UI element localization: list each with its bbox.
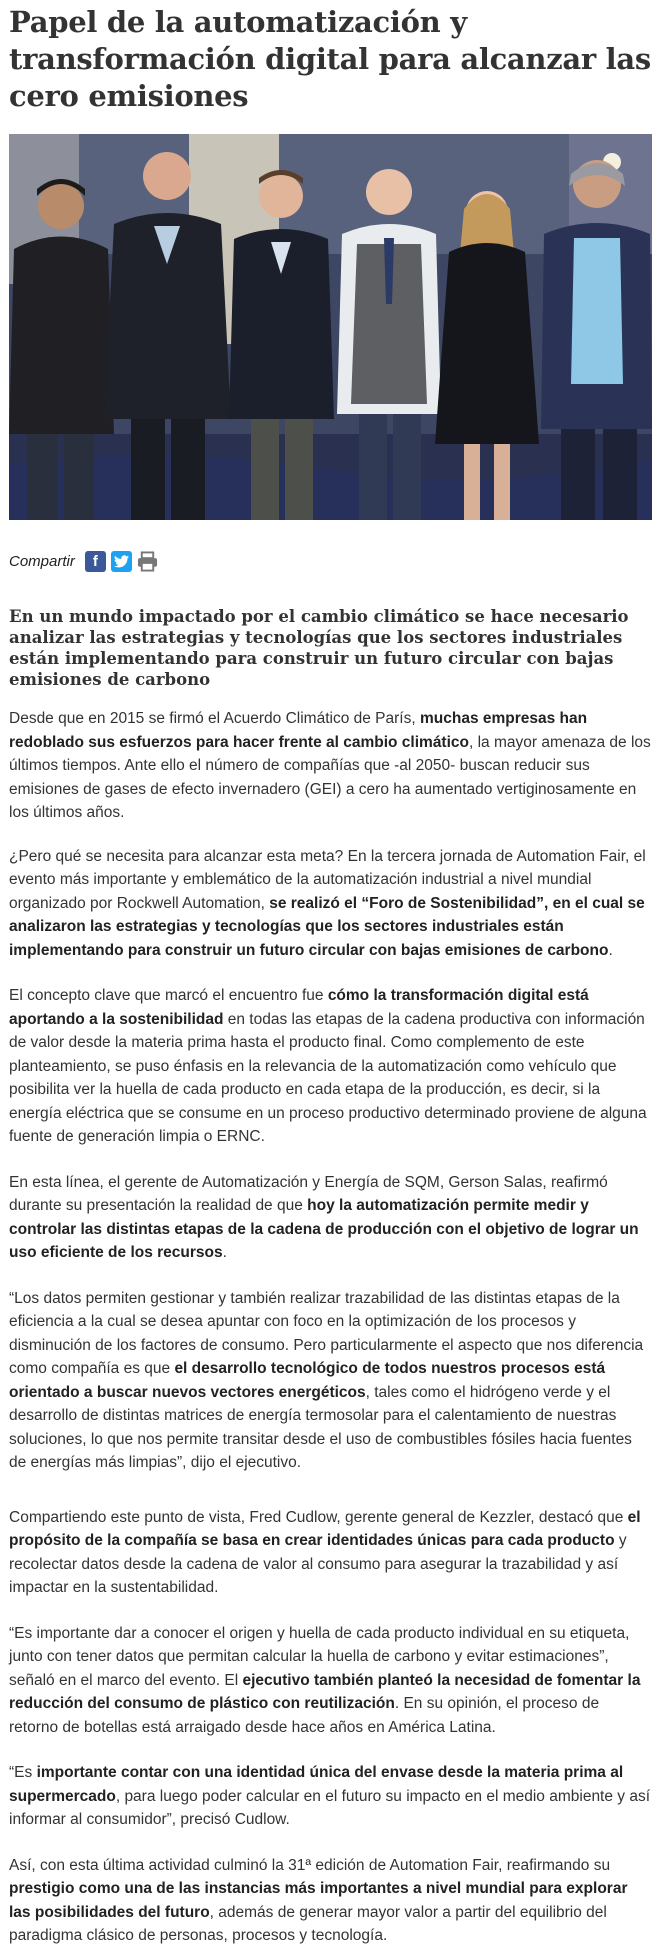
bold-text: se realizó el “Foro de Sostenibilidad”, en el cual se analizaron las estrategias y tecnologías que los sectores industriales están implementando para construir un futuro circular con bajas emisiones de carbono xyxy=(9,894,645,959)
article-paragraph xyxy=(9,1622,652,1740)
text: Así, con esta última actividad culminó la 31ª edición de Automation Fair, reafirmando su xyxy=(9,1856,611,1874)
twitter-icon[interactable] xyxy=(111,551,132,572)
text: , la mayor amenaza de los últimos tiempos. Ante ello el número de compañías que -al 2050- buscan reducir sus emisiones de gases de efecto invernadero (GEI) a cero ha aumentado vertiginosamente en los últimos años. xyxy=(9,733,651,821)
text: . xyxy=(608,941,613,959)
bold-text: el desarrollo tecnológico de todos nuestros procesos está orientado a buscar nuevos vectores energéticos xyxy=(9,1360,606,1401)
text: , además de generar mayor valor a partir del equilibrio del paradigma clásico de personas, procesos y tecnología. xyxy=(9,1903,607,1944)
facebook-icon[interactable]: f xyxy=(85,551,106,572)
text: en todas las etapas de la cadena productiva con información de valor desde la materia prima hasta el producto final. Como complemento de este planteamiento, se puso énfasis en la relevancia de la automatización como vehículo que posibilita ver la huella de cada producto en cada etapa de la producción, es decir, si la energía eléctrica que se consume en un proceso productivo determinado proviene de alguna fuente de generación limpia o ERNC. xyxy=(9,1010,647,1145)
text: “Los datos permiten gestionar y también realizar trazabilidad de las distintas etapas de la eficiencia a la cual se desea apuntar con foco en la optimización de los procesos y disminución de los factores de consumo. Pero particularmente el aspecto que nos diferencia como compañía es que xyxy=(9,1289,644,1377)
text: El concepto clave que marcó el encuentro fue xyxy=(9,987,328,1004)
article-photo xyxy=(9,134,652,520)
bold-text: cómo la transformación digital está aportando a la sostenibilidad xyxy=(9,987,589,1028)
text: . xyxy=(222,1244,227,1261)
text: . En su opinión, el proceso de retorno de botellas está arraigado desde hace años en América Latina. xyxy=(9,1695,600,1736)
bold-text: muchas empresas han redoblado sus esfuerzos para hacer frente al cambio climático xyxy=(9,710,588,751)
bold-text: importante contar con una identidad única del envase desde la materia prima al supermercado xyxy=(9,1764,624,1805)
share-label: Compartir xyxy=(9,552,75,570)
article-paragraph xyxy=(9,1287,652,1475)
bold-text: hoy la automatización permite medir y controlar las distintas etapas de la cadena de producción con el objetivo de lograr un uso eficiente de los recursos xyxy=(9,1197,639,1261)
article-paragraph xyxy=(9,1506,652,1600)
print-icon[interactable] xyxy=(137,551,158,572)
article-paragraph xyxy=(9,984,652,1149)
bold-text: el propósito de la compañía se basa en crear identidades únicas para cada producto xyxy=(9,1508,641,1549)
bold-text: prestigio como una de las instancias más importantes a nivel mundial para explorar las posibilidades del futuro xyxy=(9,1880,628,1921)
article-lead: En un mundo impactado por el cambio climático se hace necesario analizar las estrategias y tecnologías que los sectores industriales están implementando para construir un futuro circular con bajas emisiones de carbono xyxy=(9,607,629,689)
text: “Es importante dar a conocer el origen y huella de cada producto individual en su etiqueta, junto con tener datos que permitan calcular la huella de carbono y evitar estimaciones”, señaló en el marco del evento. El xyxy=(9,1624,630,1689)
share-bar xyxy=(9,548,652,574)
article-paragraph xyxy=(9,1854,652,1948)
article-paragraph xyxy=(9,845,652,963)
text: Desde que en 2015 se firmó el Acuerdo Climático de París, xyxy=(9,710,420,727)
article-paragraph xyxy=(9,1171,652,1265)
article-body xyxy=(9,707,652,1948)
text: ¿Pero qué se necesita para alcanzar esta meta? En la tercera jornada de Automation Fair, el evento más importante y emblemático de la automatización industrial a nivel mundial organizado por Rockwell Automation, xyxy=(9,847,646,912)
text: En esta línea, el gerente de Automatización y Energía de SQM, Gerson Salas, reafirmó durante su presentación la realidad de que xyxy=(9,1173,608,1214)
article-paragraph xyxy=(9,1761,652,1832)
bold-text: ejecutivo también planteó la necesidad de fomentar la reducción del consumo de plástico con reutilización xyxy=(9,1671,641,1712)
article-title: Papel de la automatización y transformación digital para alcanzar las cero emisiones xyxy=(9,5,651,113)
text: “Es xyxy=(9,1764,37,1781)
text: , para luego poder calcular en el futuro su impacto en el medio ambiente y así informar al consumidor”, precisó Cudlow. xyxy=(9,1787,651,1828)
article-paragraph xyxy=(9,707,652,825)
article xyxy=(0,4,661,1948)
text: , tales como el hidrógeno verde y el desarrollo de distintas matrices de energía termosolar para el calentamiento de nuestras soluciones, lo que nos permite transitar desde el uso de combustibles fósiles hacia fuentes de energías más limpias”, dijo el ejecutivo. xyxy=(9,1383,632,1471)
text: Compartiendo este punto de vista, Fred Cudlow, gerente general de Kezzler, destacó que xyxy=(9,1508,628,1526)
text: y recolectar datos desde la cadena de valor al consumo para asegurar la trazabilidad y así impactar en la sustentabilidad. xyxy=(9,1532,627,1596)
